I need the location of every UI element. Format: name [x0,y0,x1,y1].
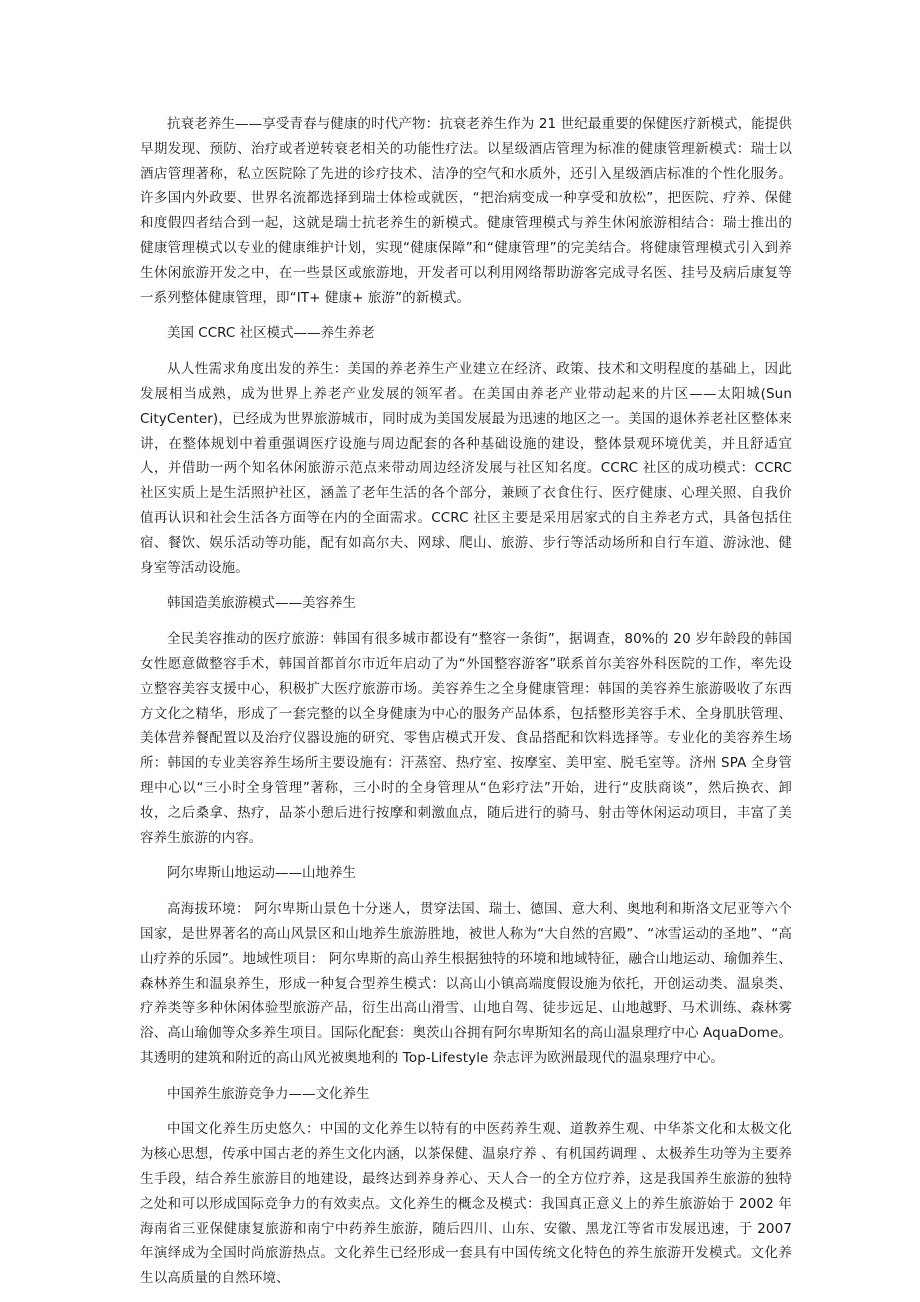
paragraph-usa-ccrc: 从人性需求角度出发的养生：美国的养老养生产业建立在经济、政策、技术和文明程度的基础上，因此发展相当成熟，成为世界上养老产业发展的领军者。在美国由养老产业带动起来的片区——太阳城(Sun CityCenter)，已经成为世界旅游城市，同时成为美国发展最为迅速的地区之一。美国的退休养老社区整体来讲，在整体规划中着重强调医疗设施与周边配套的各种基础设施的建设，整体景观环境优美，并且舒适宜人，并借助一两个知名休闲旅游示范点来带动周边经济发展与社区知名度。CCRC 社区的成功模式：CCRC 社区实质上是生活照护社区，涵盖了老年生活的各个部分，兼顾了衣食住行、医疗健康、心理关照、自我价值再认识和社会生活各方面等在内的全面需求。CCRC 社区主要是采用居家式的自主养老方式，具备包括住宿、餐饮、娱乐活动等功能，配有如高尔夫、网球、爬山、旅游、步行等活动场所和自行车道、游泳池、健身室等活动设施。 [140,361,792,576]
section-anti-aging [140,112,792,310]
paragraph-china-culture: 中国文化养生历史悠久：中国的文化养生以特有的中医药养生观、道教养生观、中华茶文化和太极文化为核心思想，传承中国古老的养生文化内涵，以茶保健、温泉疗养 、有机国药调理 、太极养生功等为主要养生手段，结合养生旅游目的地建设，最终达到养身养心、天人合一的全方位疗养，这是我国养生旅游的独特之处和可以形成国际竞争力的有效卖点。文化养生的概念及模式：我国真正意义上的养生旅游始于 2002 年海南省三亚保健康复旅游和南宁中药养生旅游，随后四川、山东、安徽、黑龙江等省市发展迅速，于 2007 年演绎成为全国时尚旅游热点。文化养生已经形成一套具有中国传统文化特色的养生旅游开发模式。文化养生以高质量的自然环境、 [140,1121,792,1287]
section-alps-mountain [140,861,792,1070]
section-usa-ccrc [140,321,792,580]
section-korea-beauty [140,591,792,850]
heading-korea-beauty: 韩国造美旅游模式——美容养生 [167,595,356,612]
heading-usa-ccrc: 美国 CCRC 社区模式——养生养老 [167,325,375,342]
heading-alps-mountain: 阿尔卑斯山地运动——山地养生 [167,865,356,882]
paragraph-anti-aging: 抗衰老养生——享受青春与健康的时代产物：抗衰老养生作为 21 世纪最重要的保健医疗新模式，能提供早期发现、预防、治疗或者逆转衰老相关的功能性疗法。以星级酒店管理为标准的健康管理新模式：瑞士以酒店管理著称，私立医院除了先进的诊疗技术、洁净的空气和水质外，还引入星级酒店标准的个性化服务。许多国内外政要、世界名流都选择到瑞士体检或就医，“把治病变成一种享受和放松”，把医院、疗养、保健和度假四者结合到一起，这就是瑞士抗老养生的新模式。健康管理模式与养生休闲旅游相结合：瑞士推出的健康管理模式以专业的健康维护计划，实现“健康保障”和“健康管理”的完美结合。将健康管理模式引入到养生休闲旅游开发之中，在一些景区或旅游地，开发者可以利用网络帮助游客完成寻名医、挂号及病后康复等一系列整体健康管理，即“IT+ 健康+ 旅游”的新模式。 [140,116,792,306]
section-china-culture [140,1082,792,1291]
paragraph-alps-mountain: 高海拔环境： 阿尔卑斯山景色十分迷人，贯穿法国、瑞士、德国、意大利、奥地利和斯洛文尼亚等六个国家，是世界著名的高山风景区和山地养生旅游胜地，被世人称为“大自然的宫殿”、“冰雪运动的圣地”、“高山疗养的乐园”。地域性项目： 阿尔卑斯的高山养生根据独特的环境和地域特征，融合山地运动、瑜伽养生、森林养生和温泉养生，形成一种复合型养生模式：以高山小镇高端度假设施为依托，开创运动类、温泉类、疗养类等多种休闲体验型旅游产品，衍生出高山滑雪、山地自驾、徒步远足、山地越野、马术训练、森林雾浴、高山瑜伽等众多养生项目。国际化配套：奥茨山谷拥有阿尔卑斯知名的高山温泉理疗中心 AquaDome。其透明的建筑和附近的高山风光被奥地利的 Top-Lifestyle 杂志评为欧洲最现代的温泉理疗中心。 [140,901,792,1066]
paragraph-korea-beauty: 全民美容推动的医疗旅游：韩国有很多城市都设有“整容一条街”，据调查，80%的 20 岁年龄段的韩国女性愿意做整容手术，韩国首都首尔市近年启动了为“外国整容游客”联系首尔美容外科医院的工作，率先设立整容美容支援中心，积极扩大医疗旅游市场。美容养生之全身健康管理：韩国的美容养生旅游吸收了东西方文化之精华，形成了一套完整的以全身健康为中心的服务产品体系，包括整形美容手术、全身肌肤管理、美体营养餐配置以及治疗仪器设施的研究、零售店模式开发、食品搭配和饮料选择等。专业化的美容养生场所：韩国的专业美容养生场所主要设施有：汗蒸窑、热疗室、按摩室、美甲室、脱毛室等。济州 SPA 全身管理中心以“三小时全身管理”著称，三小时的全身管理从“色彩疗法”开始，进行“皮肤商谈”，然后换衣、卸妆，之后桑拿、热疗，品茶小憩后进行按摩和刺激血点，随后进行的骑马、射击等休闲运动项目，丰富了美容养生旅游的内容。 [140,631,792,846]
heading-china-culture: 中国养生旅游竞争力——文化养生 [167,1085,370,1102]
